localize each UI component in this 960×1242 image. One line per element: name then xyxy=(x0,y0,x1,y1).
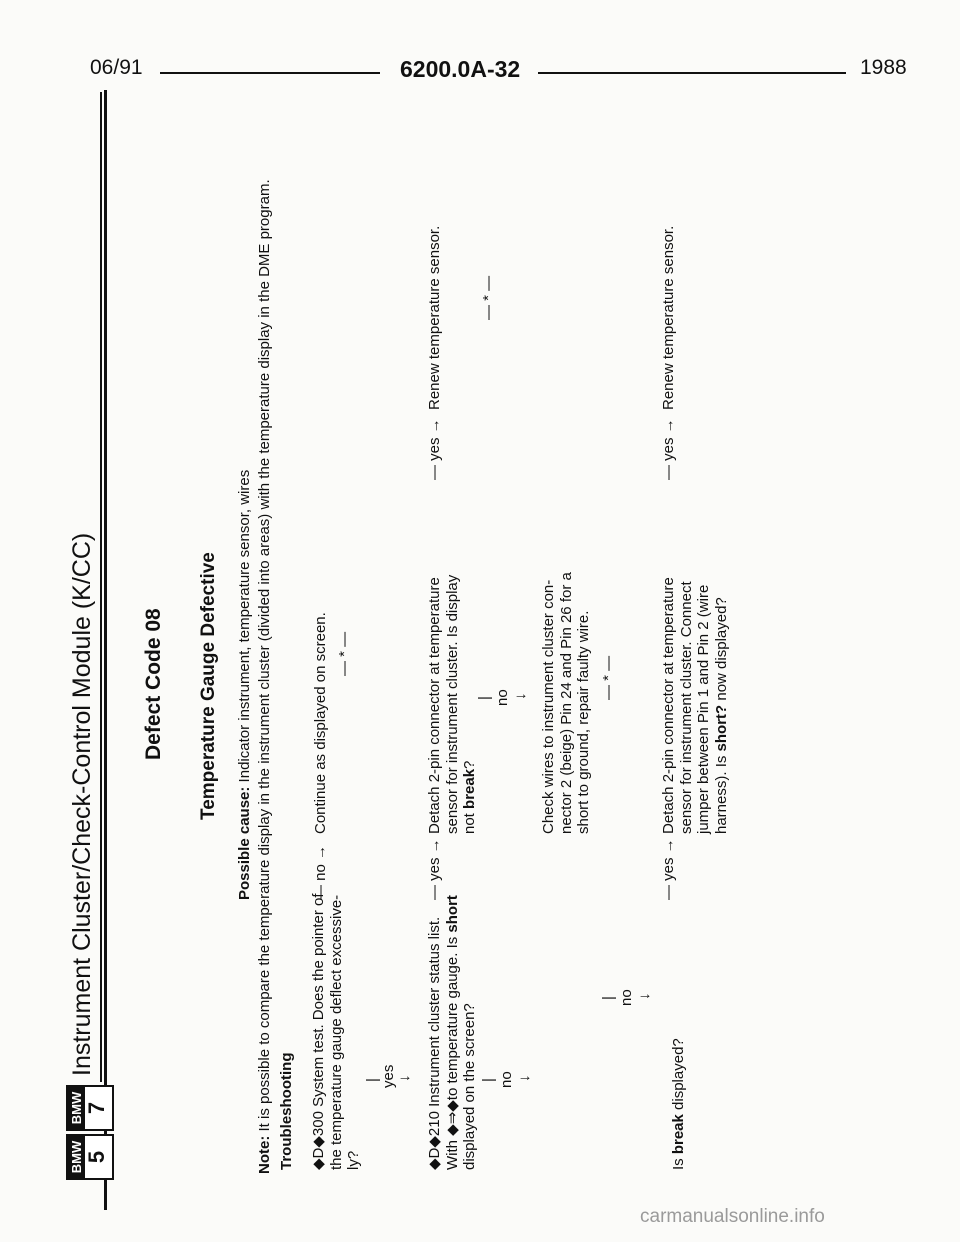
bmw-logo xyxy=(66,1085,114,1180)
document-title: Instrument Cluster/Check-Control Module (K/CC) xyxy=(68,532,96,1076)
step2-yes-no-dash: | xyxy=(476,696,493,700)
header-page-code: 6200.0A-32 xyxy=(400,56,521,82)
step2-no-arrow: ↓ xyxy=(516,1074,533,1082)
step3-yes-yes-action: Renew temperature sensor. xyxy=(660,225,677,410)
step2-yes-arrow: — yes → xyxy=(426,838,443,900)
step2-line2: With ◆⇒◆to temperature gauge. Is short xyxy=(443,895,461,1170)
step2-line1: ◆D◆210 Instrument cluster status list. xyxy=(426,916,443,1170)
possible-cause-label: Possible cause: xyxy=(236,786,253,900)
header-year: 1988 xyxy=(860,56,907,79)
step1-line2: the temperature gauge deflect excessive- xyxy=(327,894,345,1170)
title-rule xyxy=(100,92,102,1082)
step1-line3: ly? xyxy=(345,1150,363,1170)
step3-yes-detail: Detach 2-pin connector at temperature sensor for instrument cluster. Connect jumper between Pin 1 and Pin 2 (wire harness). Is short? now displayed? xyxy=(660,577,731,834)
step2-yes-no-label: no xyxy=(494,689,511,706)
rotated-page-content xyxy=(60,90,920,1200)
step2-check-wires: Check wires to instrument cluster con- nector 2 (beige) Pin 24 and Pin 26 for a short to ground, repair faulty wire. xyxy=(540,572,593,834)
step3-no-label: no xyxy=(618,989,635,1006)
footer-watermark: carmanualsonline.info xyxy=(640,1206,825,1227)
step3-yes-arrow: — yes → xyxy=(660,838,677,900)
note-label: Note: xyxy=(256,1135,273,1174)
step1-question xyxy=(310,893,363,1170)
note xyxy=(256,179,274,1174)
step2-yes-no-arrow: ↓ xyxy=(512,692,529,700)
step3-yes-yes-arrow: — yes → xyxy=(660,418,677,480)
step3-no-dash: | xyxy=(600,996,617,1000)
bmw-badge-7 xyxy=(66,1085,114,1131)
note-text: It is possible to compare the temperature display in the instrument cluster (divided into areas) with the temperature display in the DME program. xyxy=(256,179,273,1132)
badge-label: BMW xyxy=(68,1087,85,1129)
step2-no-label: no xyxy=(498,1071,515,1088)
step1-no-action: Continue as displayed on screen. xyxy=(312,612,329,834)
step2-line3: displayed on the screen? xyxy=(461,1003,479,1170)
step2-yes-yes-end: — * — xyxy=(480,275,497,320)
step1-yes-label: yes xyxy=(380,1064,397,1088)
step2-yes-detail: Detach 2-pin connector at temperature sensor for instrument cluster. Is display not break? xyxy=(426,574,479,834)
troubleshooting-heading: Troubleshooting xyxy=(278,1052,295,1170)
step2-check-end: — * — xyxy=(600,655,617,700)
step3-no-arrow: ↓ xyxy=(636,992,653,1000)
step1-yes-dash: | xyxy=(364,1078,381,1082)
step1-no-arrow: — no → xyxy=(312,844,329,900)
badge-number: 5 xyxy=(84,1150,109,1164)
bmw-badge-5 xyxy=(66,1134,114,1180)
step1-line1: ◆D◆300 System test. Does the pointer of xyxy=(310,893,327,1170)
header-rule-right xyxy=(538,72,846,74)
step2-no-dash: | xyxy=(480,1078,497,1082)
step2-yes-yes-arrow: — yes → xyxy=(426,418,443,480)
possible-cause xyxy=(236,470,254,900)
badge-number: 7 xyxy=(84,1101,109,1115)
badge-label: BMW xyxy=(68,1136,85,1178)
defect-subtitle: Temperature Gauge Defective xyxy=(198,552,219,820)
defect-code-heading: Defect Code 08 xyxy=(142,608,165,760)
step1-yes-arrow: ↓ xyxy=(396,1074,413,1082)
header-rule-left xyxy=(160,72,380,74)
step1-no-end: — * — xyxy=(336,631,353,676)
header-date: 06/91 xyxy=(90,56,143,79)
step3-question: Is break displayed? xyxy=(670,1038,687,1170)
possible-cause-text: Indicator instrument, temperature sensor, wires xyxy=(236,469,253,783)
step2-question xyxy=(426,895,479,1170)
step2-yes-yes-action: Renew temperature sensor. xyxy=(426,225,443,410)
